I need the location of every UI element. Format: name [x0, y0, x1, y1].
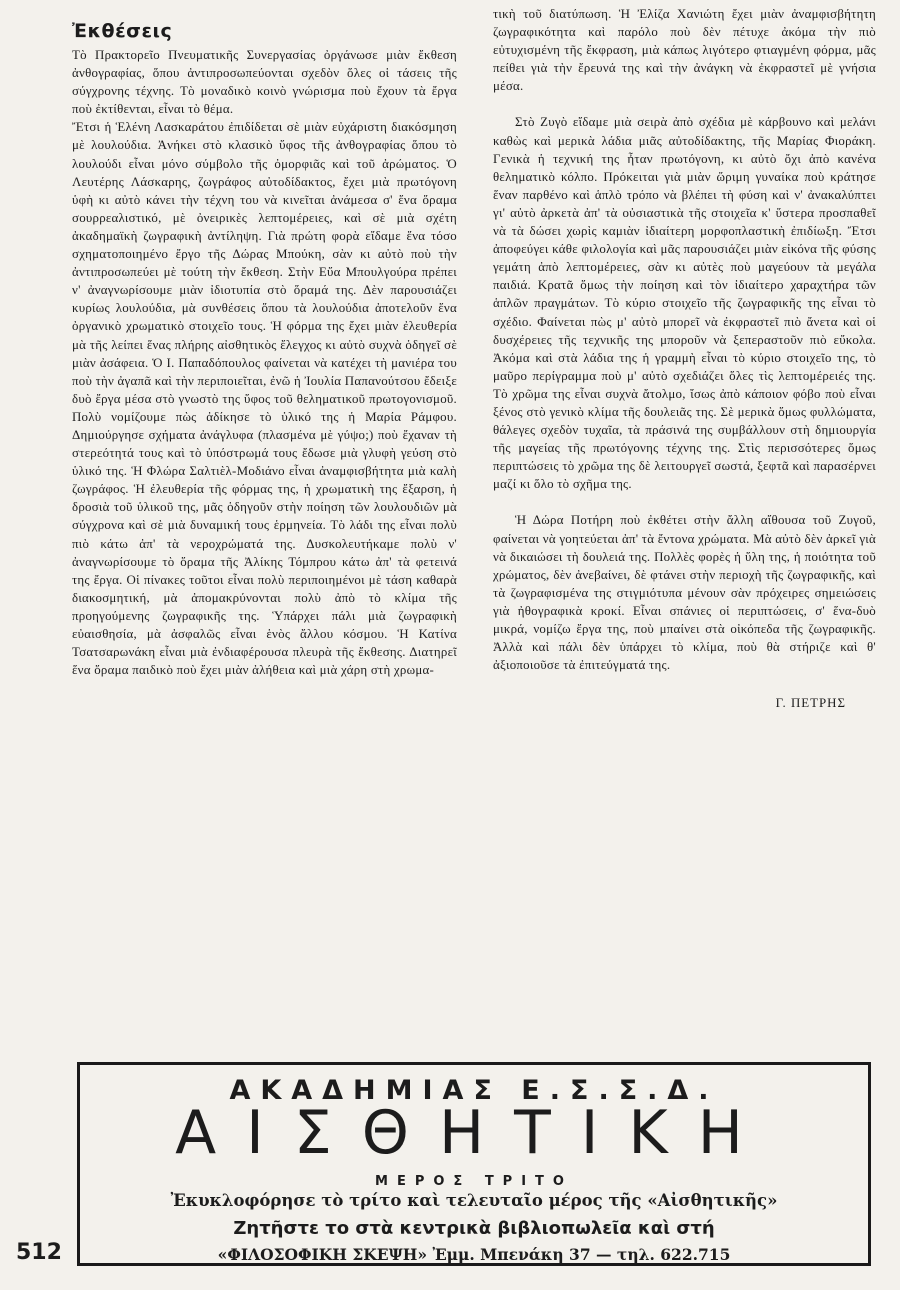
paragraph: Στὸ Ζυγὸ εἴδαμε μιὰ σειρὰ ἀπὸ σχέδια μὲ κάρβουνο καὶ μελάνι καθὼς καὶ μερικὰ λάδια μιᾶς αὐτοδίδακτης, τῆς Μαρίας Φιοράκη. Γενικὰ ἡ τεχνική της ἦταν πρωτόγονη, κι αὐτὸ ὄχι ἀπὸ κανένα θεληματικὸ κόλπο. Πρόκειται γιὰ μιὰν ὥριμη γυναίκα ποὺ κράτησε ἕναν παρθένο καὶ ἁπλὸ τρόπο νὰ βλέπει τὴ φύση καὶ ν' ἀνακαλύπτει γι' αὐτὸ ἀρκετὰ ἀπ' τὰ οὐσιαστικὰ τῆς στοιχεῖα κ' ὕστερα προσπαθεῖ νὰ τὰ δώσει χωρὶς καμιὰν ἰδιαίτερη μορφοπλαστικὴ ἐπιδίωξη. Ἔτσι ἀποφεύγει κάθε φιλολογία καὶ μᾶς παρουσιάζει μιὰν εἰκόνα τῆς φύσης γεμάτη ἀπὸ λεπτομέρειες, σὰν κι αὐτὲς ποὺ μαγεύουν τὰ μεγάλα παιδιά. Κρατᾶ ὅμως τὴν ποίηση καὶ τὸν ἰδιαίτερο χαραχτήρα τῶν ἁπλῶν πραγμάτων. Τὸ κύριο στοιχεῖο τῆς ζωγραφικῆς της εἶναι τὸ σχέδιο. Φαίνεται πὼς μ' αὐτὸ μπορεῖ νὰ ἐκφραστεῖ πιὸ ἄνετα καὶ οἱ δυσχέρειες τῆς τεχνικῆς της μποροῦν νὰ ξεπεραστοῦν πιὸ εὔκολα. Ἀκόμα καὶ στὰ λάδια της ἡ γραμμὴ εἶναι τὸ κύριο στοιχεῖο της, τὸ μαῦρο περίγραμμα ποὺ μ' αὐτὸ σχεδιάζει ὅλες τὶς λεπτομέρειές της. Τὸ χρῶμα της εἶναι συχνὰ ἄτολμο, ἴσως ἀπὸ κάποιον φόβο ποὺ εἶναι ξένος στὸ γενικὸ κλίμα τῆς δουλειᾶς της. Σὲ μερικὰ ὅμως φυλλώματα, θάλεγες σχεδὸν τυχαῖα, τὰ πράσινά της συμβάλλουν στὴ δημιουργία τῆς μαγείας τῆς πρωτόγονης τέχνης της. Στὶς περισσότερες ὅμως περιπτώσεις τὸ χρῶμα της δὲ λειτουργεῖ σωστά, ξεφτᾶ καὶ παρασέρνει μαζί κι ὅλο τὸ σχῆμα της.	[493, 115, 876, 492]
right-column	[493, 5, 876, 712]
paragraph: Ἡ Δώρα Ποτήρη ποὺ ἐκθέτει στὴν ἄλλη αἴθουσα τοῦ Ζυγοῦ, φαίνεται νὰ γοητεύεται ἀπ' τὰ ἔντονα χρώματα. Μὰ αὐτὸ δὲν ἀρκεῖ γιὰ νὰ δικαιώσει τὴ δουλειά της. Πολλὲς φορὲς ἡ ὕλη της, ἡ ποιότητα τοῦ χρώματος, δὲν ἀνεβαίνει, δὲ φτάνει στὴν περιοχὴ τῆς ζωγραφικῆς, καὶ τὰ ζωγραφισμένα της στιγμιότυπα μένουν σὰν πρόχειρες σημειώσεις γιὰ ἠθογραφικὰ κροκί. Εἶναι σπάνιες οἱ περιπτώσεις, σ' ἕνα-δυὸ μικρά, νομίζω ἔργα της, ποὺ μπαίνει στὰ οἰκόπεδα τῆς ζωγραφικῆς. Ἀλλὰ καὶ πάλι δὲν ὑπάρχει τὸ κλίμα, ποὺ θὰ στήριζε καὶ θ' ἀξιοποιοῦσε τὰ ἐπιτεύγματά της.	[493, 513, 876, 673]
book-advertisement	[77, 1062, 871, 1266]
ad-announcement: Ἐκυκλοφόρησε τὸ τρίτο καὶ τελευταῖο μέρος τῆς «Αἰσθητικῆς»	[170, 1191, 778, 1210]
ad-availability: Ζητῆστε το στὰ κεντρικὰ βιβλιοπωλεῖα καὶ στή	[233, 1218, 715, 1239]
author-signature: Γ. ΠΕΤΡΗΣ	[775, 696, 846, 711]
paragraph: τικὴ τοῦ διατύπωση. Ἡ Ἐλίζα Χανιώτη ἔχει μιὰν ἀναμφισβήτητη ζωγραφικότητα καὶ παρόλο ποὺ δὲν πέτυχε ἀκόμα τὴν πιὸ εὐτυχισμένη τῆς ἔκφραση, μιὰ κάπως λιγότερο φτιαγμένη φόρμα, μᾶς πείθει γιὰ τὴν ἔρευνά της καὶ τὴν ἀνάγκη νὰ ἐκφραστεῖ μὲ γνήσια μέσα.	[493, 7, 876, 94]
ad-publisher: ΑΚΑΔΗΜΙΑΣ Ε.Σ.Σ.Δ.	[229, 1075, 719, 1106]
ad-book-title: ΑΙΣΘΗΤΙΚΗ	[175, 1098, 773, 1168]
page-number: 512	[16, 1240, 62, 1265]
ad-address: «ΦΙΛΟΣΟΦΙΚΗ ΣΚΕΨΗ» Ἐμμ. Μπενάκη 37 — τηλ. 622.715	[217, 1245, 731, 1264]
ad-part: ΜΕΡΟΣ ΤΡΙΤΟ	[375, 1174, 573, 1189]
section-heading: Ἐκθέσεις	[72, 20, 173, 42]
paragraph: Ἔτσι ἡ Ἑλένη Λασκαράτου ἐπιδίδεται σὲ μιὰν εὐχάριστη διακόσμηση μὲ λουλούδια. Ἀνήκει στὸ κλασικὸ ὕφος τῆς ἀνθογραφίας ὅπου τὸ λουλούδι εἶναι μόνο σύμβολο τῆς ὀμορφιᾶς καὶ τοῦ ἀρώματος. Ὁ Λευτέρης Λάσκαρης, ζωγράφος αὐτοδίδακτος, ἔχει μιὰ πρωτόγονη ὑφὴ κι αὐτὸ κάνει τὴν τέχνη του νὰ κινεῖται ἀνάμεσα σ' ἕνα ὅραμα σουρρεαλιστικό, μὲ ὀνειρικὲς λεπτομέρειες, καὶ σὲ μιὰ σχέτη ἀκαδημαϊκὴ ζωγραφικὴ ἀντίληψη. Γιὰ πρώτη φορὰ εἴδαμε ἕνα τόσο σχηματοποιημένο ἔργο τῆς Δώρας Μπούκη, σὰν κι αὐτὸ ποὺ τὴν ἀντιπροσωπεύει μὲ τούτη τὴν ἔκθεση. Στὴν Εὔα Μπουλγούρα πρέπει ν' ἀναγνωρίσουμε μιὰν ἰδιοτυπία στὸ ὅραμά της. Δὲν παρουσιάζει κυρίως λουλούδια, μὰ συνθέσεις ὅπου τὰ λουλούδια ἀποτελοῦν ἕνα ὀργανικὸ χρωματικὸ στοιχεῖο τους. Ἡ φόρμα της ἔχει μιὰν ἐλευθερία μὰ τῆς λείπει ἕνας πλήρης αἰσθητικὸς ἔλεγχος κι αὐτὸ συχνὰ ὁδηγεῖ σὲ μιὰν ἀσάφεια. Ὁ Ι. Παπαδόπουλος φαίνεται νὰ κατέχει τὴ μανιέρα του ποὺ τὴν ἀγαπᾶ καὶ τὴν περιποιεῖται, ἐνῶ ἡ Ἰουλία Παπανούτσου ἔδειξε δυὸ ἔργα μέσα στὸ γνωστὸ της ὕφος τοῦ θεληματικοῦ πρωτογονισμοῦ. Πολὺ νομίζουμε πὼς ἀδίκησε τὸ ὑλικό της ἡ Μαρία Ράμφου. Δημιούργησε σχήματα ἀνάγλυφα (πλασμένα μὲ γύψο;) ποὺ ἔχαναν τὴ στερεότητά τους καὶ τὸ ὑπόστρωμά τους ἔδωσε μιὰ γλυφὴ γεύση στὸ ὑλικό της. Ἡ Φλώρα Σαλτιὲλ-Μοδιάνο εἶναι ἀναμφισβήτητα μιὰ καλὴ ζωγράφος. Ἡ ἐλευθερία τῆς φόρμας της, ἡ χρωματικὴ της ἔξαρση, ἡ δροσιὰ τοῦ ὑλικοῦ της, μᾶς ὁδηγοῦν στὴν ποίηση τῶν λουλουδιῶν μὰ σύγχρονα καὶ σὲ μιὰ δυναμική τους ἑρμηνεία. Τὸ λάδι της εἶναι πολὺ πιὸ κάτω ἀπ' τὰ νεροχρώματά της. Δυσκολευτήκαμε πολὺ ν' ἀναγνωρίσουμε τὸ ὅραμα τῆς Ἀλίκης Τόμπρου κάτω ἀπ' τὰ φετεινά της ἔργα. Οἱ πίνακες τοῦτοι εἶναι πολὺ περιποιημένοι μὲ τάση καθαρὰ διακοσμητική, μὰ ἀπομακρύνονται πολὺ ἀπὸ τὸ κλίμα τῆς προηγούμενης ζωγραφικῆς της. Ὑπάρχει πάλι μιὰ ζωγραφικὴ εὐαισθησία, μὰ ἀσφαλῶς εἶναι ἑνὸς ἄλλου κόσμου. Ἡ Κατίνα Τσατσαρωνάκη εἶναι μιὰ ἐνδιαφέρουσα πλευρὰ τῆς ἔκθεσης. Διατηρεῖ ἕνα ὅραμα παιδικὸ ποὺ ἔχει μιὰν ἀλήθεια καὶ μιὰ χάρη στὴ χρωμα-	[72, 120, 457, 678]
left-column	[72, 20, 457, 679]
paragraph: Τὸ Πρακτορεῖο Πνευματικῆς Συνεργασίας ὀργάνωσε μιὰν ἔκθεση ἀνθογραφίας, ὅπου ἀντιπροσωπεύονται σχεδὸν ὅλες οἱ τάσεις τῆς σύγχρονης τέχνης. Τὸ μοναδικὸ κοινὸ γνώρισμα ποὺ ἔχουν τὰ ἔργα ποὺ ἐκτίθενται, εἶναι τὸ θέμα.	[72, 48, 457, 117]
